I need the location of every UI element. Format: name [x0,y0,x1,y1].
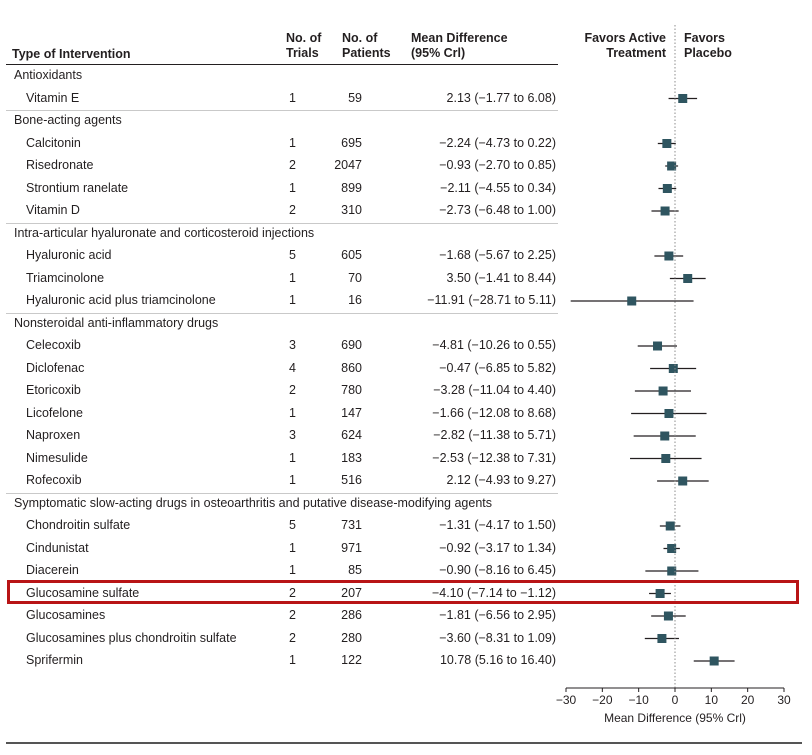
header-favors-placebo-line1: Favors [684,31,725,45]
row-mean-difference: −2.11 (−4.55 to 0.34) [440,180,556,195]
group-header-label: Antioxidants [14,68,83,82]
x-tick-label: −20 [592,693,613,707]
row-label: Calcitonin [26,135,81,150]
row-trials: 3 [289,338,296,352]
row-mean-difference: −2.24 (−4.73 to 0.22) [439,135,556,150]
row-patients: 16 [348,293,362,307]
row-patients: 605 [341,248,362,262]
row-trials: 1 [289,90,296,105]
row-mean-difference: −3.28 (−11.04 to 4.40) [433,383,556,397]
row-mean-difference: −3.60 (−8.31 to 1.09) [439,630,556,645]
row-mean-difference: −1.81 (−6.56 to 2.95) [439,608,556,622]
row-trials: 3 [289,428,296,442]
row-label: Strontium ranelate [26,180,129,195]
point-estimate-marker [627,297,636,306]
row-trials: 1 [289,563,296,577]
group-header-label: Bone-acting agents [14,113,122,127]
row-trials: 2 [289,585,296,600]
row-label: Diacerein [26,563,79,577]
row-mean-difference: −4.81 (−10.26 to 0.55) [432,338,556,352]
row-patients: 516 [341,473,362,487]
point-estimate-marker [663,184,672,193]
row-label: Glucosamines [26,608,106,622]
row-trials: 1 [289,270,296,285]
row-patients: 731 [341,518,362,532]
row-label: Triamcinolone [26,270,105,285]
row-label: Chondroitin sulfate [26,518,131,532]
row-label: Glucosamines plus chondroitin sulfate [26,630,237,645]
point-estimate-marker [659,387,668,396]
row-trials: 1 [289,653,296,667]
point-estimate-marker [678,94,687,103]
row-mean-difference: −0.93 (−2.70 to 0.85) [439,158,556,172]
row-patients: 690 [341,338,362,352]
x-axis-label: Mean Difference (95% Crl) [604,711,746,725]
row-mean-difference: −0.90 (−8.16 to 6.45) [439,563,556,577]
row-label: Rofecoxib [26,473,82,487]
row-patients: 207 [341,585,362,600]
x-tick-label: −10 [628,693,649,707]
row-trials: 2 [289,383,296,397]
point-estimate-marker [667,544,676,553]
point-estimate-marker [664,252,673,261]
row-label: Licofelone [26,405,83,420]
row-mean-difference: −1.66 (−12.08 to 8.68) [432,405,556,420]
row-patients: 695 [341,135,362,150]
row-mean-difference: −0.92 (−3.17 to 1.34) [439,540,556,555]
row-mean-difference: 2.13 (−1.77 to 6.08) [446,90,556,105]
header-patients-line1: No. of [342,31,378,45]
point-estimate-marker [710,657,719,666]
row-mean-difference: −0.47 (−6.85 to 5.82) [439,360,556,375]
point-estimate-marker [657,634,666,643]
row-trials: 1 [289,293,296,307]
x-tick-label: −30 [555,693,577,707]
row-label: Glucosamine sulfate [26,585,140,600]
point-estimate-marker [669,364,678,373]
point-estimate-marker [664,409,673,418]
row-label: Hyaluronic acid [26,248,112,262]
row-patients: 147 [341,405,362,420]
row-patients: 971 [341,540,362,555]
header-md-line2: (95% Crl) [411,46,466,60]
row-trials: 2 [289,203,296,217]
group-header-label: Intra-articular hyaluronate and corticosteroid injections [14,225,315,240]
row-mean-difference: 2.12 (−4.93 to 9.27) [446,473,556,487]
point-estimate-marker [661,454,670,463]
row-trials: 1 [289,540,296,555]
row-patients: 899 [341,180,362,195]
point-estimate-marker [683,274,692,283]
row-mean-difference: 10.78 (5.16 to 16.40) [439,653,556,667]
row-trials: 2 [289,158,296,172]
point-estimate-marker [664,612,673,621]
x-tick-label: 30 [777,693,791,707]
row-mean-difference: −4.10 (−7.14 to −1.12) [431,585,556,600]
row-mean-difference: −11.91 (−28.71 to 5.11) [427,293,556,307]
row-label: Hyaluronic acid plus triamcinolone [26,293,216,307]
row-label: Celecoxib [26,338,81,352]
row-trials: 5 [289,518,296,532]
point-estimate-marker [662,139,671,148]
row-trials: 1 [289,135,296,150]
row-label: Naproxen [26,428,81,442]
header-trials-line1: No. of [286,31,322,45]
row-patients: 780 [341,383,362,397]
row-patients: 59 [348,90,362,105]
group-header-label: Nonsteroidal anti-inflammatory drugs [14,315,219,330]
row-trials: 4 [289,360,296,375]
row-mean-difference: 3.50 (−1.41 to 8.44) [446,270,556,285]
row-patients: 310 [341,203,362,217]
x-tick-label: 0 [671,693,679,707]
header-favors-active-line1: Favors Active [584,31,666,45]
row-trials: 5 [289,248,296,262]
row-mean-difference: −2.73 (−6.48 to 1.00) [439,203,556,217]
group-header-label: Symptomatic slow-acting drugs in osteoarthritis and putative disease-modifying agents [14,495,493,510]
point-estimate-marker [653,342,662,351]
row-trials: 2 [289,608,296,622]
header-type-of-intervention: Type of Intervention [12,47,131,61]
row-trials: 1 [289,473,296,487]
point-estimate-marker [660,432,669,441]
row-patients: 2047 [334,158,362,172]
header-favors-placebo-line2: Placebo [684,46,732,60]
header-patients-line2: Patients [342,46,391,60]
row-patients: 85 [348,563,362,577]
row-mean-difference: −2.82 (−11.38 to 5.71) [433,428,556,442]
row-label: Vitamin D [26,203,80,217]
point-estimate-marker [678,477,687,486]
header-md-line1: Mean Difference [411,31,508,45]
row-trials: 1 [289,450,296,465]
row-label: Diclofenac [26,360,85,375]
point-estimate-marker [661,207,670,216]
row-label: Risedronate [26,158,94,172]
row-label: Etoricoxib [26,383,81,397]
row-patients: 280 [341,630,362,645]
row-patients: 860 [341,360,362,375]
row-patients: 122 [341,653,362,667]
row-mean-difference: −2.53 (−12.38 to 7.31) [432,450,556,465]
row-trials: 2 [289,630,296,645]
row-label: Cindunistat [26,540,89,555]
row-patients: 286 [341,608,362,622]
point-estimate-marker [666,522,675,531]
row-mean-difference: −1.31 (−4.17 to 1.50) [439,518,556,532]
row-patients: 70 [348,270,362,285]
row-label: Nimesulide [26,450,88,465]
highlight-box-glucosamine-sulfate [7,580,799,604]
row-trials: 1 [289,405,296,420]
row-label: Sprifermin [26,653,83,667]
x-tick-label: 10 [704,693,719,707]
header-trials-line2: Trials [286,46,319,60]
row-patients: 624 [341,428,362,442]
row-mean-difference: −1.68 (−5.67 to 2.25) [439,248,556,262]
header-favors-active-line2: Treatment [606,46,666,60]
row-label: Vitamin E [26,90,80,105]
row-patients: 183 [341,450,362,465]
x-tick-label: 20 [740,693,755,707]
row-trials: 1 [289,180,296,195]
